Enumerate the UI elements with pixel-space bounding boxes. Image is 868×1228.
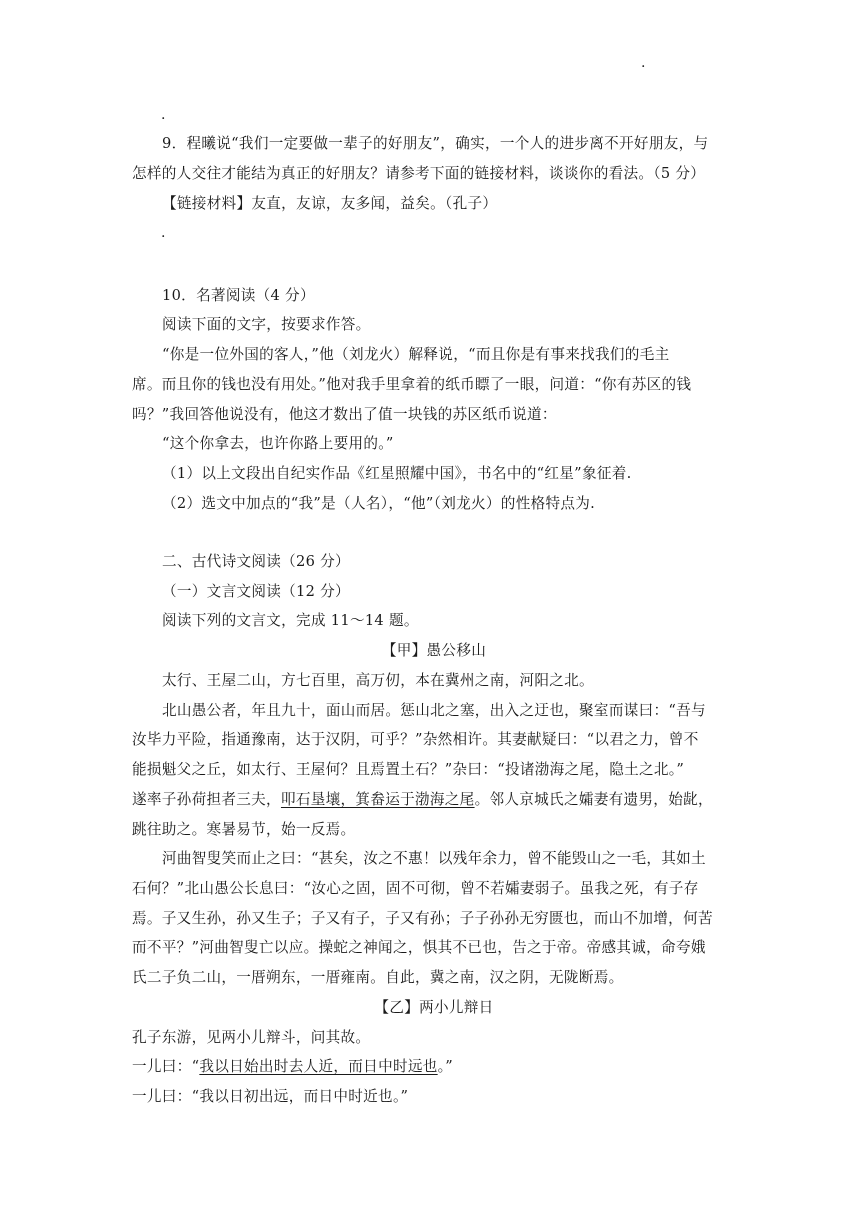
passage-jia-line: 氏二子负二山，一厝朔东，一厝雍南。自此，冀之南，汉之阴，无陇断焉。 (132, 969, 624, 986)
q10-sub-question-2: （2）选文中加点的“我”是（人名），“他”（刘龙火）的性格特点为. (162, 495, 596, 512)
q9-link-material: 【链接材料】友直，友谅，友多闻，益矣。（孔子） (162, 195, 498, 212)
q10-para-2: “这个你拿去，也许你路上要用的。” (162, 435, 394, 452)
passage-yi-line: 一儿曰：“我以日初出远，而日中时近也。” (132, 1088, 409, 1105)
passage-jia-line: 焉。子又生孙，孙又生子；子又有子，子又有孙；子子孙孙无穷匮也，而山不加增，何苦 (132, 910, 713, 927)
corner-mark: . (641, 55, 646, 71)
q9-line-1: 9．程曦说“我们一定要做一辈子的好朋友”，确实，一个人的进步离不开好朋友，与 (162, 135, 709, 152)
dot-mark: . (161, 225, 166, 241)
passage-jia-line: 石何？”北山愚公长息曰：“汝心之固，固不可彻，曾不若孀妻弱子。虽我之死，有子存 (132, 880, 699, 897)
passage-jia-title: 【甲】愚公移山 (381, 642, 487, 659)
text-segment: 一儿曰：“ (132, 1058, 200, 1075)
passage-yi-line: 孔子东游，见两小儿辩斗，问其故。 (132, 1029, 371, 1046)
passage-yi-line (132, 1057, 712, 1077)
text-segment: 。邻人京城氏之孀妻有遗男，始龀， (474, 791, 713, 808)
passage-yi-title: 【乙】两小儿辩日 (374, 999, 494, 1016)
passage-jia-line: 跳往助之。寒暑易节，始一反焉。 (132, 821, 356, 838)
q9-line-2: 怎样的人交往才能结为真正的好朋友？请参考下面的链接材料，谈谈你的看法。（5 分） (132, 165, 706, 182)
passage-jia-line: 河曲智叟笑而止之曰：“甚矣，汝之不惠！以残年余力，曾不能毁山之一毛，其如土 (162, 850, 706, 867)
passage-jia-line: 北山愚公者，年且九十，面山而居。惩山北之塞，出入之迂也，聚室而谋曰：“吾与 (162, 702, 706, 719)
q10-para-line-2: 席。而且你的钱也没有用处。”他对我手里拿着的纸币瞟了一眼，问道：“你有苏区的钱 (132, 376, 692, 393)
q10-sub-question-1: （1）以上文段出自纪实作品《红星照耀中国》，书名中的“红星”象征着. (162, 465, 632, 482)
section-2-title: 二、古代诗文阅读（26 分） (162, 553, 350, 570)
passage-jia-line (132, 790, 712, 810)
passage-jia-line: 能损魁父之丘，如太行、王屋何？且焉置土石？”杂曰：“投诸渤海之尾，隐土之北。” (132, 761, 685, 778)
q10-instruction: 阅读下面的文字，按要求作答。 (162, 316, 371, 333)
text-segment: 。” (437, 1058, 454, 1075)
passage-jia-line: 而不平？”河曲智叟亡以应。操蛇之神闻之，惧其不已也，告之于帝。帝感其诚，命夸娥 (132, 939, 706, 956)
q10-title: 10．名著阅读（4 分） (162, 287, 315, 304)
text-segment: 遂率子孙荷担者三夫， (132, 791, 281, 808)
dot-mark: . (161, 107, 166, 123)
q10-para-line-3: 吗？”我回答他说没有，他这才数出了值一块钱的苏区纸币说道： (132, 406, 557, 423)
q10-para-line-1: “你是一位外国的客人，”他（刘龙火）解释说，“而且你是有事来找我们的毛主 (162, 346, 670, 363)
section-2-instruction: 阅读下列的文言文，完成 11～14 题。 (162, 612, 419, 629)
passage-jia-line: 太行、王屋二山，方七百里，高万仞，本在冀州之南，河阳之北。 (162, 672, 594, 689)
passage-jia-line: 汝毕力平险，指通豫南，达于汉阴，可乎？”杂然相许。其妻献疑曰：“以君之力，曾不 (132, 731, 699, 748)
underlined-sentence: 叩石垦壤，箕畚运于渤海之尾 (280, 791, 475, 808)
section-2-subtitle: （一）文言文阅读（12 分） (162, 583, 350, 600)
underlined-sentence: 我以日始出时去人近，而日中时远也 (199, 1058, 438, 1075)
